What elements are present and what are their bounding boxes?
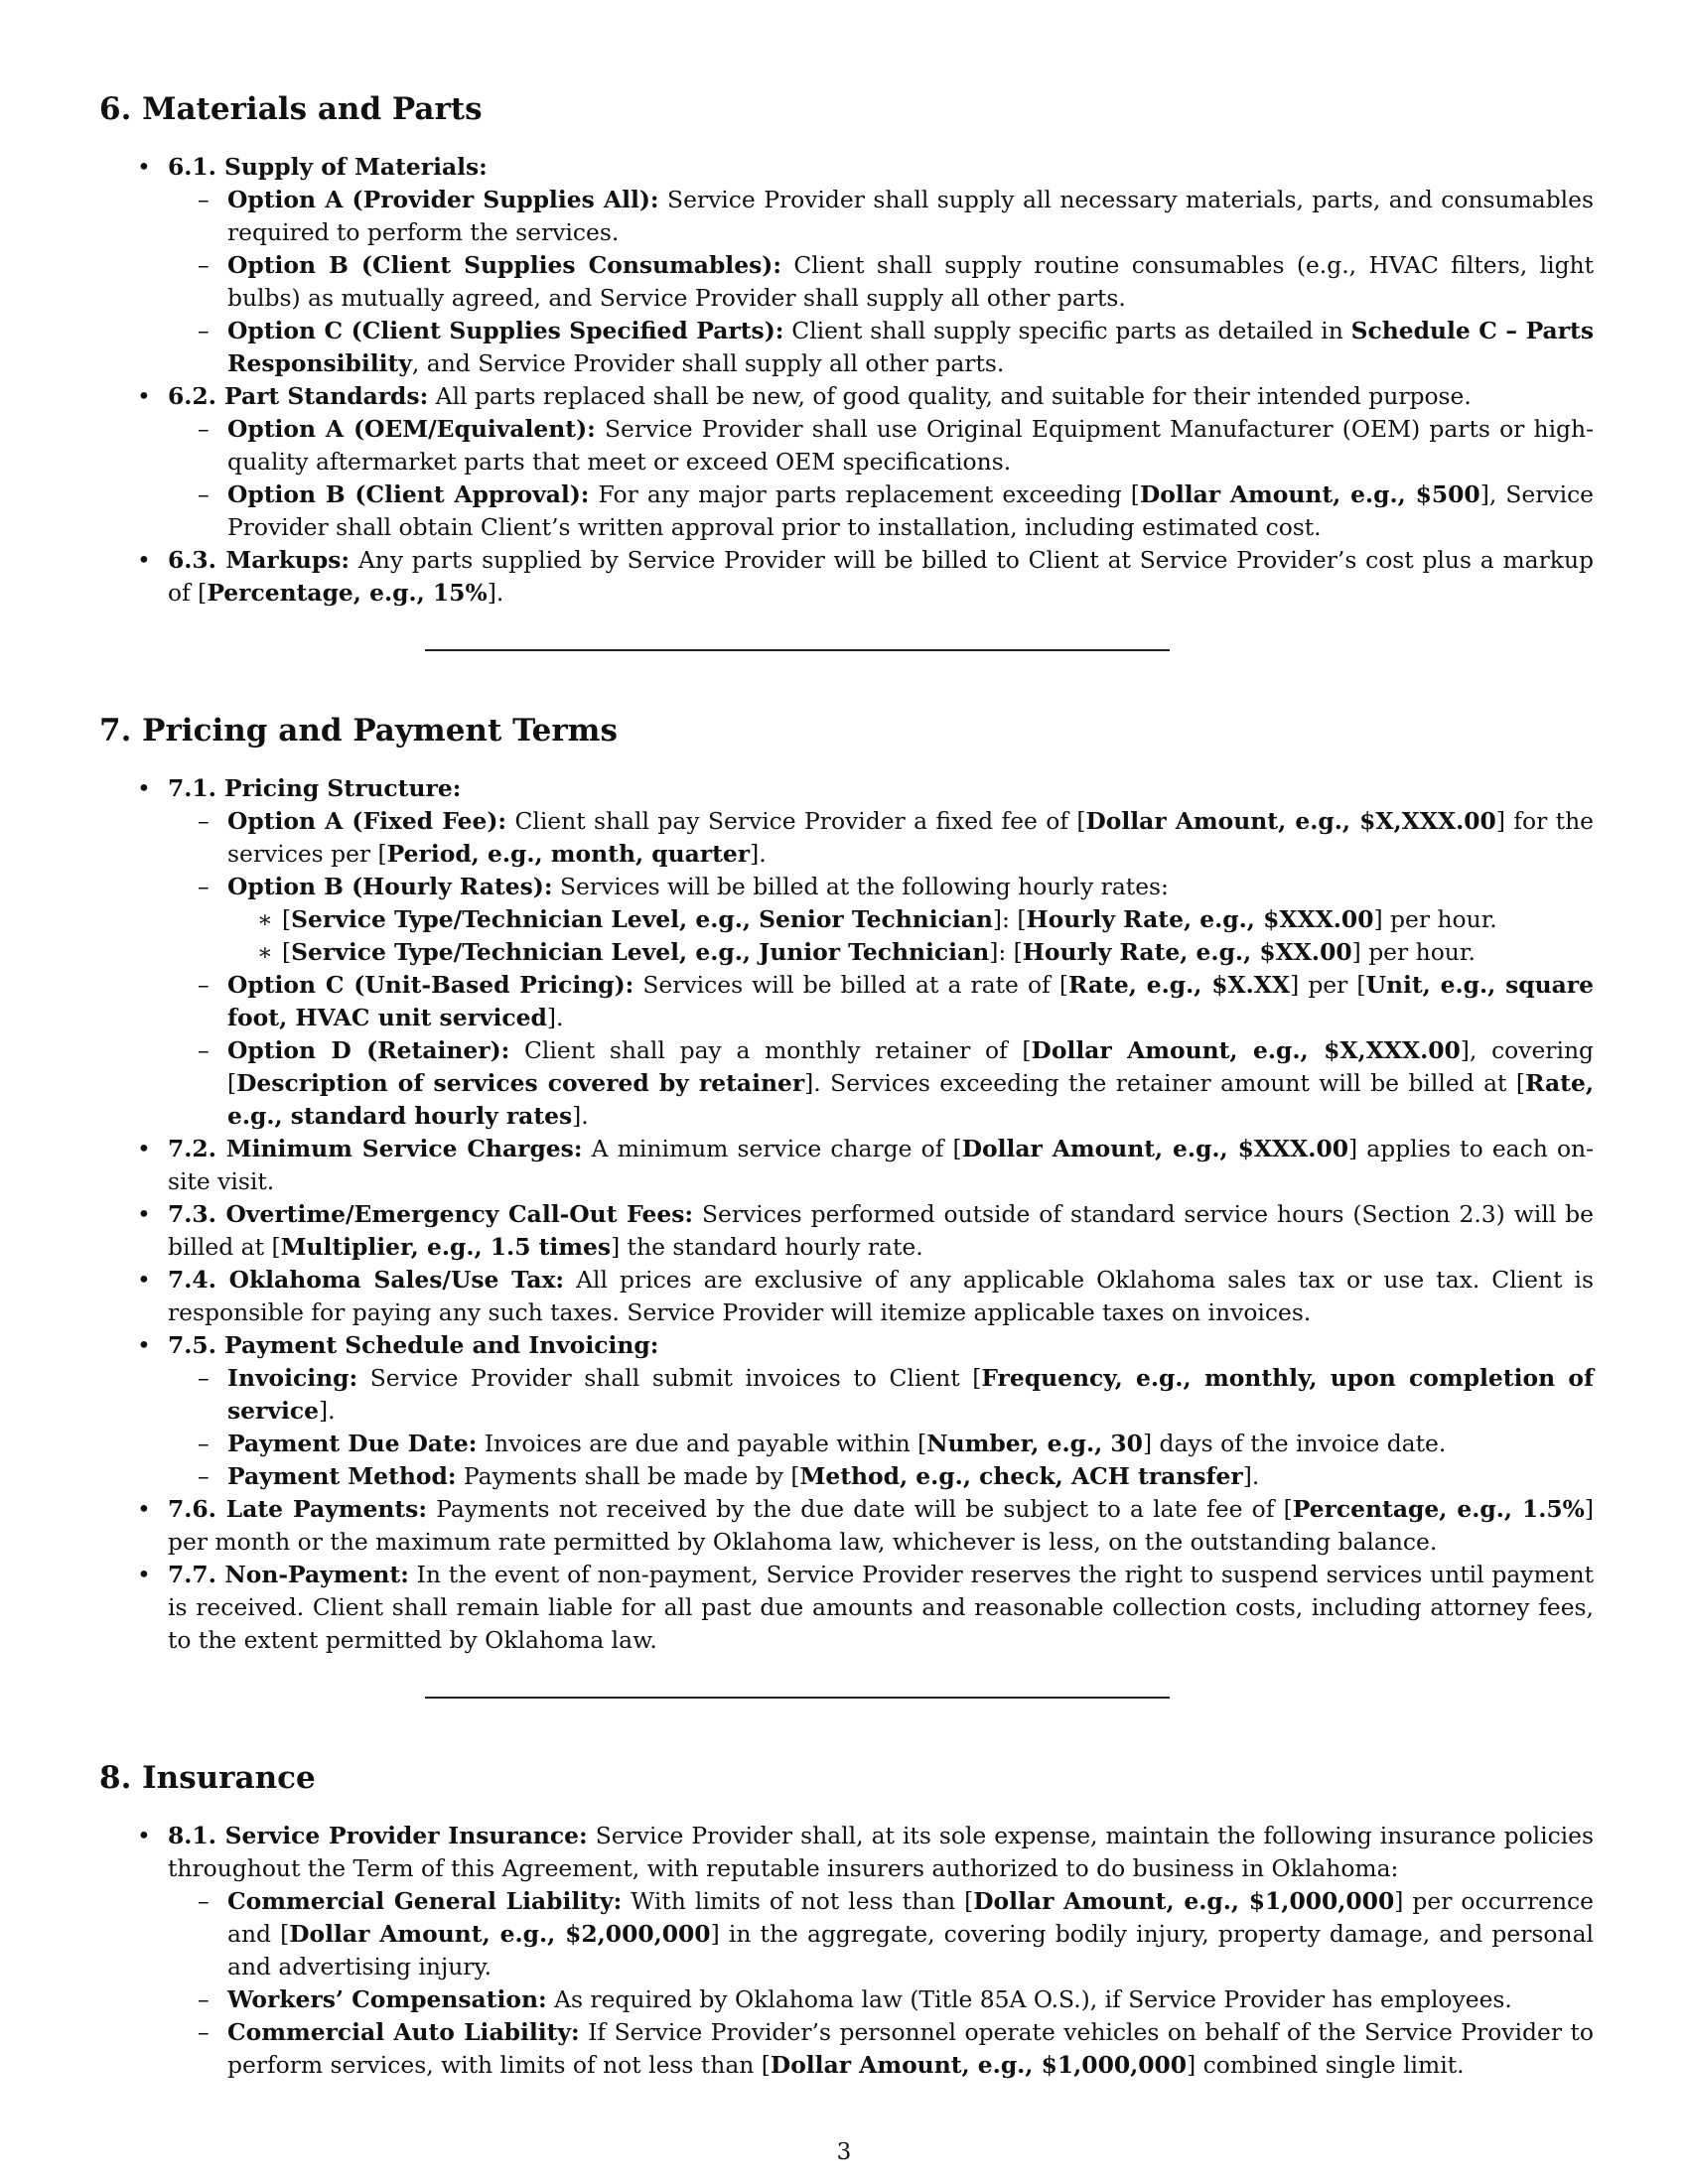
item-7-7: • 7.7. Non-Payment: In the event of non-payment, Service Provider reserves the right to suspend services until payment is received. Client shall remain liable for all past due amounts and reasonable collection costs, including attorney fees, to the extent permitted by Oklahoma law. xyxy=(99,1559,1594,1657)
item-7-6: • 7.6. Late Payments: Payments not received by the due date will be subject to a late fee of [Percentage, e.g., 1.5%] per month or the maximum rate permitted by Oklahoma law, whichever is less, on the outstanding balance. xyxy=(99,1493,1594,1559)
invoicing-option: – Invoicing: Service Provider shall submit invoices to Client [Frequency, e.g., monthly, upon completion of service]. xyxy=(168,1362,1594,1428)
section-6-list xyxy=(99,151,1594,610)
section-7-title: 7. Pricing and Payment Terms xyxy=(99,713,618,749)
payment-method-option: – Payment Method: Payments shall be made by [Method, e.g., check, ACH transfer]. xyxy=(168,1460,1594,1493)
item-6-3: • 6.3. Markups: Any parts supplied by Service Provider will be billed to Client at Service Provider’s cost plus a markup of [Percentage, e.g., 15%]. xyxy=(99,544,1594,610)
item-6-1-option-a: – Option A (Provider Supplies All): Service Provider shall supply all necessary materials, parts, and consumables required to perform the services. xyxy=(168,184,1594,249)
document-page xyxy=(99,89,1594,2082)
insurance-workers-comp: – Workers’ Compensation: As required by Oklahoma law (Title 85A O.S.), if Service Provider has employees. xyxy=(168,1983,1594,2016)
section-8-title: 8. Insurance xyxy=(99,1760,316,1796)
insurance-auto: – Commercial Auto Liability: If Service Provider’s personnel operate vehicles on behalf of the Service Provider to perform services, with limits of not less than [Dollar Amount, e.g., $1,000,000] combined single limit. xyxy=(168,2016,1594,2082)
item-7-1: • 7.1. Pricing Structure: – Option A (Fixed Fee): Client shall pay Service Provider a fixed fee of [Dollar Amount, e.g., $X,XXX.00] for the services per [Period, e.g., month, quarter]. – Option B (Hourly Rates): Services will be billed at the following hourly rates: ∗ [Service Type/Technician Level, e.g., Senior Technician]: [Hourly Rate, e.g., $XXX.00] per hour. ∗ [Service Type/Technician Level, e.g., Junior Technician]: [Hourly Rate, e.g., $XX.00] per hour. – Option C (Unit-Based Pricing): Services will be billed at a rate of [Rate, e.g., $X.XX] per [Unit, e.g., square foot, HVAC unit serviced]. – Option D (Retainer): Client shall pay a monthly retainer of [Dollar Amount, e.g., $X,XXX.00], covering [Description of services covered by retainer]. Services exceeding the retainer amount will be billed at [Rate, e.g., standard hourly rates]. xyxy=(99,772,1594,1133)
hourly-rate-senior: ∗ [Service Type/Technician Level, e.g., Senior Technician]: [Hourly Rate, e.g., $XXX.00] per hour. xyxy=(227,903,1594,936)
payment-due-date-option: – Payment Due Date: Invoices are due and payable within [Number, e.g., 30] days of the invoice date. xyxy=(168,1428,1594,1460)
item-7-1-option-a: – Option A (Fixed Fee): Client shall pay Service Provider a fixed fee of [Dollar Amount, e.g., $X,XXX.00] for the services per [Period, e.g., month, quarter]. xyxy=(168,805,1594,871)
section-7-list xyxy=(99,772,1594,1657)
item-7-1-option-c: – Option C (Unit-Based Pricing): Services will be billed at a rate of [Rate, e.g., $X.XX] per [Unit, e.g., square foot, HVAC unit serviced]. xyxy=(168,969,1594,1034)
item-6-2: • 6.2. Part Standards: All parts replaced shall be new, of good quality, and suitable for their intended purpose. – Option A (OEM/Equivalent): Service Provider shall use Original Equipment Manufacturer (OEM) parts or high-quality aftermarket parts that meet or exceed OEM specifications. – Option B (Client Approval): For any major parts replacement exceeding [Dollar Amount, e.g., $500], Service Provider shall obtain Client’s written approval prior to installation, including estimated cost. xyxy=(99,380,1594,544)
item-8-1: • 8.1. Service Provider Insurance: Service Provider shall, at its sole expense, maintain the following insurance policies throughout the Term of this Agreement, with reputable insurers authorized to do business in Oklahoma: – Commercial General Liability: With limits of not less than [Dollar Amount, e.g., $1,000,000] per occurrence and [Dollar Amount, e.g., $2,000,000] in the aggregate, covering bodily injury, property damage, and personal and advertising injury. – Workers’ Compensation: As required by Oklahoma law (Title 85A O.S.), if Service Provider has employees. – Commercial Auto Liability: If Service Provider’s personnel operate vehicles on behalf of the Service Provider to perform services, with limits of not less than [Dollar Amount, e.g., $1,000,000] combined single limit. xyxy=(99,1820,1594,2082)
item-6-1: • 6.1. Supply of Materials: – Option A (Provider Supplies All): Service Provider shall supply all necessary materials, parts, and consumables required to perform the services. – Option B (Client Supplies Consumables): Client shall supply routine consumables (e.g., HVAC filters, light bulbs) as mutually agreed, and Service Provider shall supply all other parts. – Option C (Client Supplies Specified Parts): Client shall supply specific parts as detailed in Schedule C – Parts Responsibility, and Service Provider shall supply all other parts. xyxy=(99,151,1594,380)
item-7-1-option-b: – Option B (Hourly Rates): Services will be billed at the following hourly rates: ∗ [Service Type/Technician Level, e.g., Senior Technician]: [Hourly Rate, e.g., $XXX.00] per hour. ∗ [Service Type/Technician Level, e.g., Junior Technician]: [Hourly Rate, e.g., $XX.00] per hour. xyxy=(168,871,1594,969)
section-divider xyxy=(425,649,1170,651)
section-8-list xyxy=(99,1820,1594,2082)
insurance-cgl: – Commercial General Liability: With limits of not less than [Dollar Amount, e.g., $1,000,000] per occurrence and [Dollar Amount, e.g., $2,000,000] in the aggregate, covering bodily injury, property damage, and personal and advertising injury. xyxy=(168,1885,1594,1983)
item-7-3: • 7.3. Overtime/Emergency Call-Out Fees: Services performed outside of standard service hours (Section 2.3) will be billed at [Multiplier, e.g., 1.5 times] the standard hourly rate. xyxy=(99,1198,1594,1264)
item-6-2-option-b: – Option B (Client Approval): For any major parts replacement exceeding [Dollar Amount, e.g., $500], Service Provider shall obtain Client’s written approval prior to installation, including estimated cost. xyxy=(168,478,1594,544)
item-6-1-option-c: – Option C (Client Supplies Specified Parts): Client shall supply specific parts as detailed in Schedule C – Parts Responsibility, and Service Provider shall supply all other parts. xyxy=(168,315,1594,380)
item-6-2-option-a: – Option A (OEM/Equivalent): Service Provider shall use Original Equipment Manufacturer (OEM) parts or high-quality aftermarket parts that meet or exceed OEM specifications. xyxy=(168,413,1594,478)
page-number: 3 xyxy=(836,2139,852,2165)
section-6-title: 6. Materials and Parts xyxy=(99,91,483,127)
item-7-2: • 7.2. Minimum Service Charges: A minimum service charge of [Dollar Amount, e.g., $XXX.00] applies to each on-site visit. xyxy=(99,1133,1594,1198)
item-6-1-option-b: – Option B (Client Supplies Consumables): Client shall supply routine consumables (e.g., HVAC filters, light bulbs) as mutually agreed, and Service Provider shall supply all other parts. xyxy=(168,249,1594,315)
item-7-4: • 7.4. Oklahoma Sales/Use Tax: All prices are exclusive of any applicable Oklahoma sales tax or use tax. Client is responsible for paying any such taxes. Service Provider will itemize applicable taxes on invoices. xyxy=(99,1264,1594,1329)
section-divider xyxy=(425,1697,1170,1699)
hourly-rate-junior: ∗ [Service Type/Technician Level, e.g., Junior Technician]: [Hourly Rate, e.g., $XX.00] per hour. xyxy=(227,936,1594,969)
item-7-5: • 7.5. Payment Schedule and Invoicing: – Invoicing: Service Provider shall submit invoices to Client [Frequency, e.g., monthly, upon completion of service]. – Payment Due Date: Invoices are due and payable within [Number, e.g., 30] days of the invoice date. – Payment Method: Payments shall be made by [Method, e.g., check, ACH transfer]. xyxy=(99,1329,1594,1493)
item-7-1-option-d: – Option D (Retainer): Client shall pay a monthly retainer of [Dollar Amount, e.g., $X,XXX.00], covering [Description of services covered by retainer]. Services exceeding the retainer amount will be billed at [Rate, e.g., standard hourly rates]. xyxy=(168,1034,1594,1133)
